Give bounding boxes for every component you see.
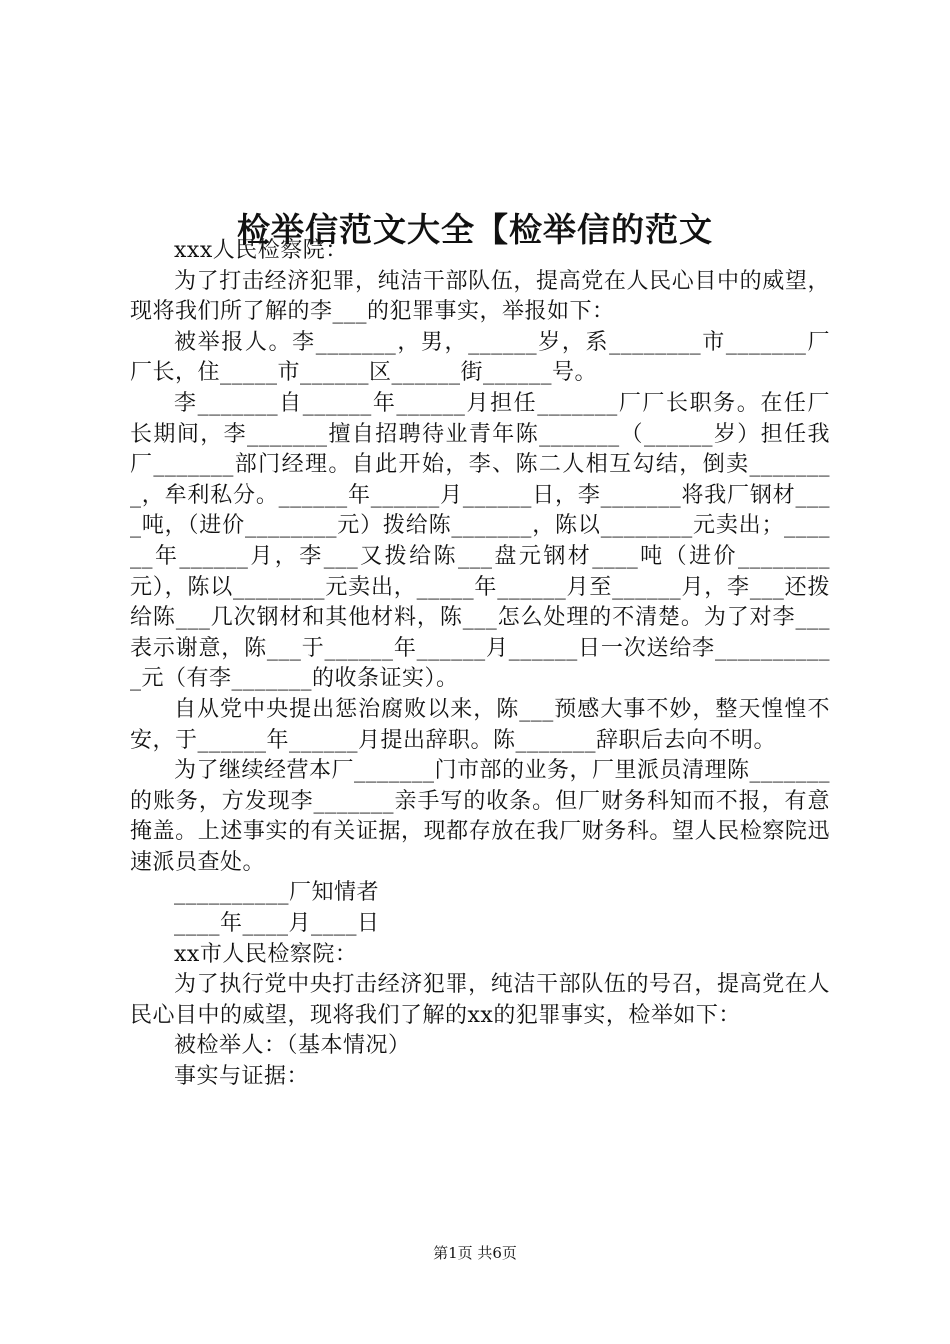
second-intro-paragraph: 为了执行党中央打击经济犯罪，纯洁干部队伍的号召，提高党在人民心目中的威望，现将我们了解的xx的犯罪事实，检举如下：	[130, 972, 830, 1028]
facts-heading: 事实与证据：	[174, 1064, 310, 1090]
intro-paragraph: 为了打击经济犯罪，纯洁干部队伍，提高党在人民心目中的威望，现将我们所了解的李___的犯罪事实，举报如下：	[130, 268, 830, 325]
evidence-paragraph: 为了继续经营本厂_______门市部的业务，厂里派员清理陈_______的账务，方发现李_______亲手写的收条。但厂财务科知而不报，有意掩盖。上述事实的有关证据，现都存放在我厂财务科。望人民检察院迅速派员查处。	[130, 758, 831, 875]
resignation-paragraph: 自从党中央提出惩治腐败以来，陈___预感大事不妙，整天惶惶不安，于______年______月提出辞职。陈_______辞职后去向不明。	[130, 696, 830, 753]
document-title: 检举信范文大全【检举信的范文	[237, 210, 713, 250]
accused-info-paragraph: 被举报人。李_______，男，______岁，系________市_______厂厂长，住_____市______区______街______号。	[130, 329, 830, 386]
second-addressee-line: xx市人民检察院：	[174, 941, 358, 967]
signature-line: __________厂知情者	[174, 880, 380, 906]
date-line: ____年____月____日	[174, 911, 380, 937]
page-footer: 第1页 共6页	[433, 1244, 517, 1262]
addressee-line: xxx人民检察院：	[174, 238, 348, 263]
accused-heading: 被检举人：（基本情况）	[174, 1033, 411, 1059]
document-body	[130, 236, 830, 1093]
facts-paragraph: 李_______自______年______月担任_______厂厂长职务。在任厂长期间，李_______擅自招聘待业青年陈_______（______岁）担任我厂_______部门经理。自此开始，李、陈二人相互勾结，倒卖________，牟利私分。______年______月______日，李_______将我厂钢材____吨，（进价________元）拨给陈_______，陈以________元卖出；______年______月，李___又拨给陈___盘元钢材____吨（进价________元），陈以________元卖出，_____年______月至______月，李___还拨给陈___几次钢材和其他材料，陈___怎么处理的不清楚。为了对李___表示谢意，陈___于______年______月______日一次送给李___________元（有李_______的收条证实）。	[130, 390, 830, 692]
